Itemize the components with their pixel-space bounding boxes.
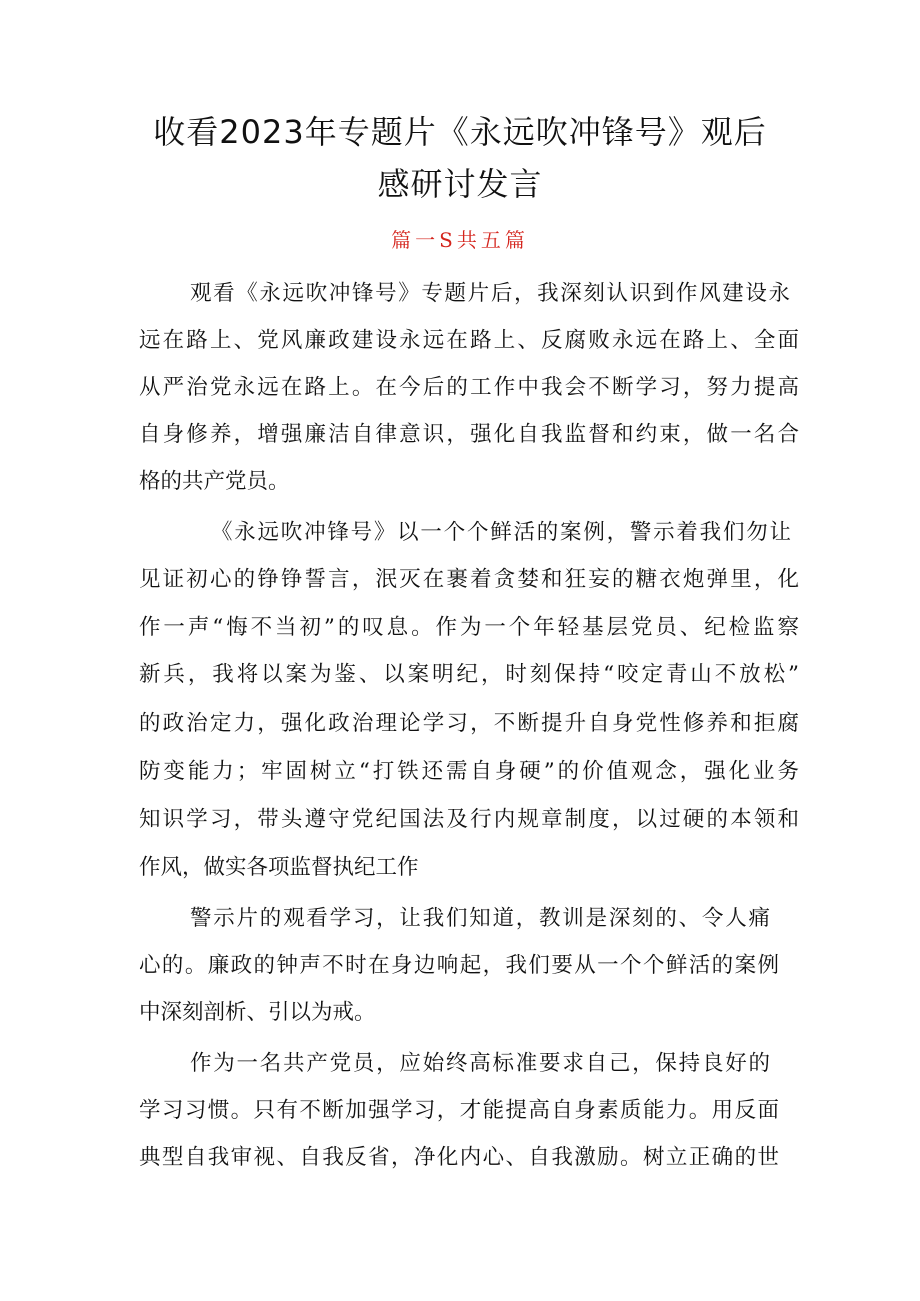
document-title-line-2: 感研讨发言 — [377, 165, 543, 203]
paragraph-4-line-1: 作为一名共产党员，应始终高标准要求自己，保持良好的 — [190, 1051, 770, 1076]
paragraph-4-line-3: 典型自我审视、自我反省，净化内心、自我激励。树立正确的世 — [139, 1145, 779, 1170]
paragraph-2-line-1: 《永远吹冲锋号》以一个个鲜活的案例，警示着我们勿让 — [211, 520, 791, 545]
paragraph-1-line-2: 远在路上、党风廉政建设永远在路上、反腐败永远在路上、全面 — [139, 328, 799, 353]
document-subtitle: 篇一S共五篇 — [391, 228, 529, 252]
document-title-line-1: 收看2023年专题片《永远吹冲锋号》观后 — [153, 113, 767, 151]
paragraph-2-line-7: 知识学习，带头遵守党纪国法及行内规章制度，以过硬的本领和 — [139, 807, 799, 832]
paragraph-3-line-1: 警示片的观看学习，让我们知道，教训是深刻的、令人痛 — [190, 906, 770, 931]
paragraph-2-line-3: 作一声“悔不当初”的叹息。作为一个年轻基层党员、纪检监察 — [139, 615, 799, 640]
paragraph-1-line-3: 从严治党永远在路上。在今后的工作中我会不断学习，努力提高 — [139, 375, 799, 400]
paragraph-1-line-1: 观看《永远吹冲锋号》专题片后，我深刻认识到作风建设永 — [190, 281, 790, 306]
paragraph-2-line-5: 的政治定力，强化政治理论学习，不断提升自身党性修养和拒腐 — [139, 711, 799, 736]
paragraph-2-line-4: 新兵，我将以案为鉴、以案明纪，时刻保持“咬定青山不放松” — [139, 662, 799, 687]
paragraph-3-line-3: 中深刻剖析、引以为戒。 — [139, 1000, 376, 1025]
paragraph-3-line-2: 心的。廉政的钟声不时在身边响起，我们要从一个个鲜活的案例 — [139, 953, 779, 978]
paragraph-2-line-2: 见证初心的铮铮誓言，泯灭在裹着贪婪和狂妄的糖衣炮弹里，化 — [139, 567, 799, 592]
paragraph-2-line-8: 作风，做实各项监督执纪工作 — [139, 855, 419, 880]
paragraph-1-line-5: 格的共产党员。 — [139, 469, 290, 494]
paragraph-1-line-4: 自身修养，增强廉洁自律意识，强化自我监督和约束，做一名合 — [139, 422, 799, 447]
paragraph-4-line-2: 学习习惯。只有不断加强学习，才能提高自身素质能力。用反面 — [139, 1098, 779, 1123]
paragraph-2-line-6: 防变能力；牢固树立“打铁还需自身硬”的价值观念，强化业务 — [139, 759, 799, 784]
